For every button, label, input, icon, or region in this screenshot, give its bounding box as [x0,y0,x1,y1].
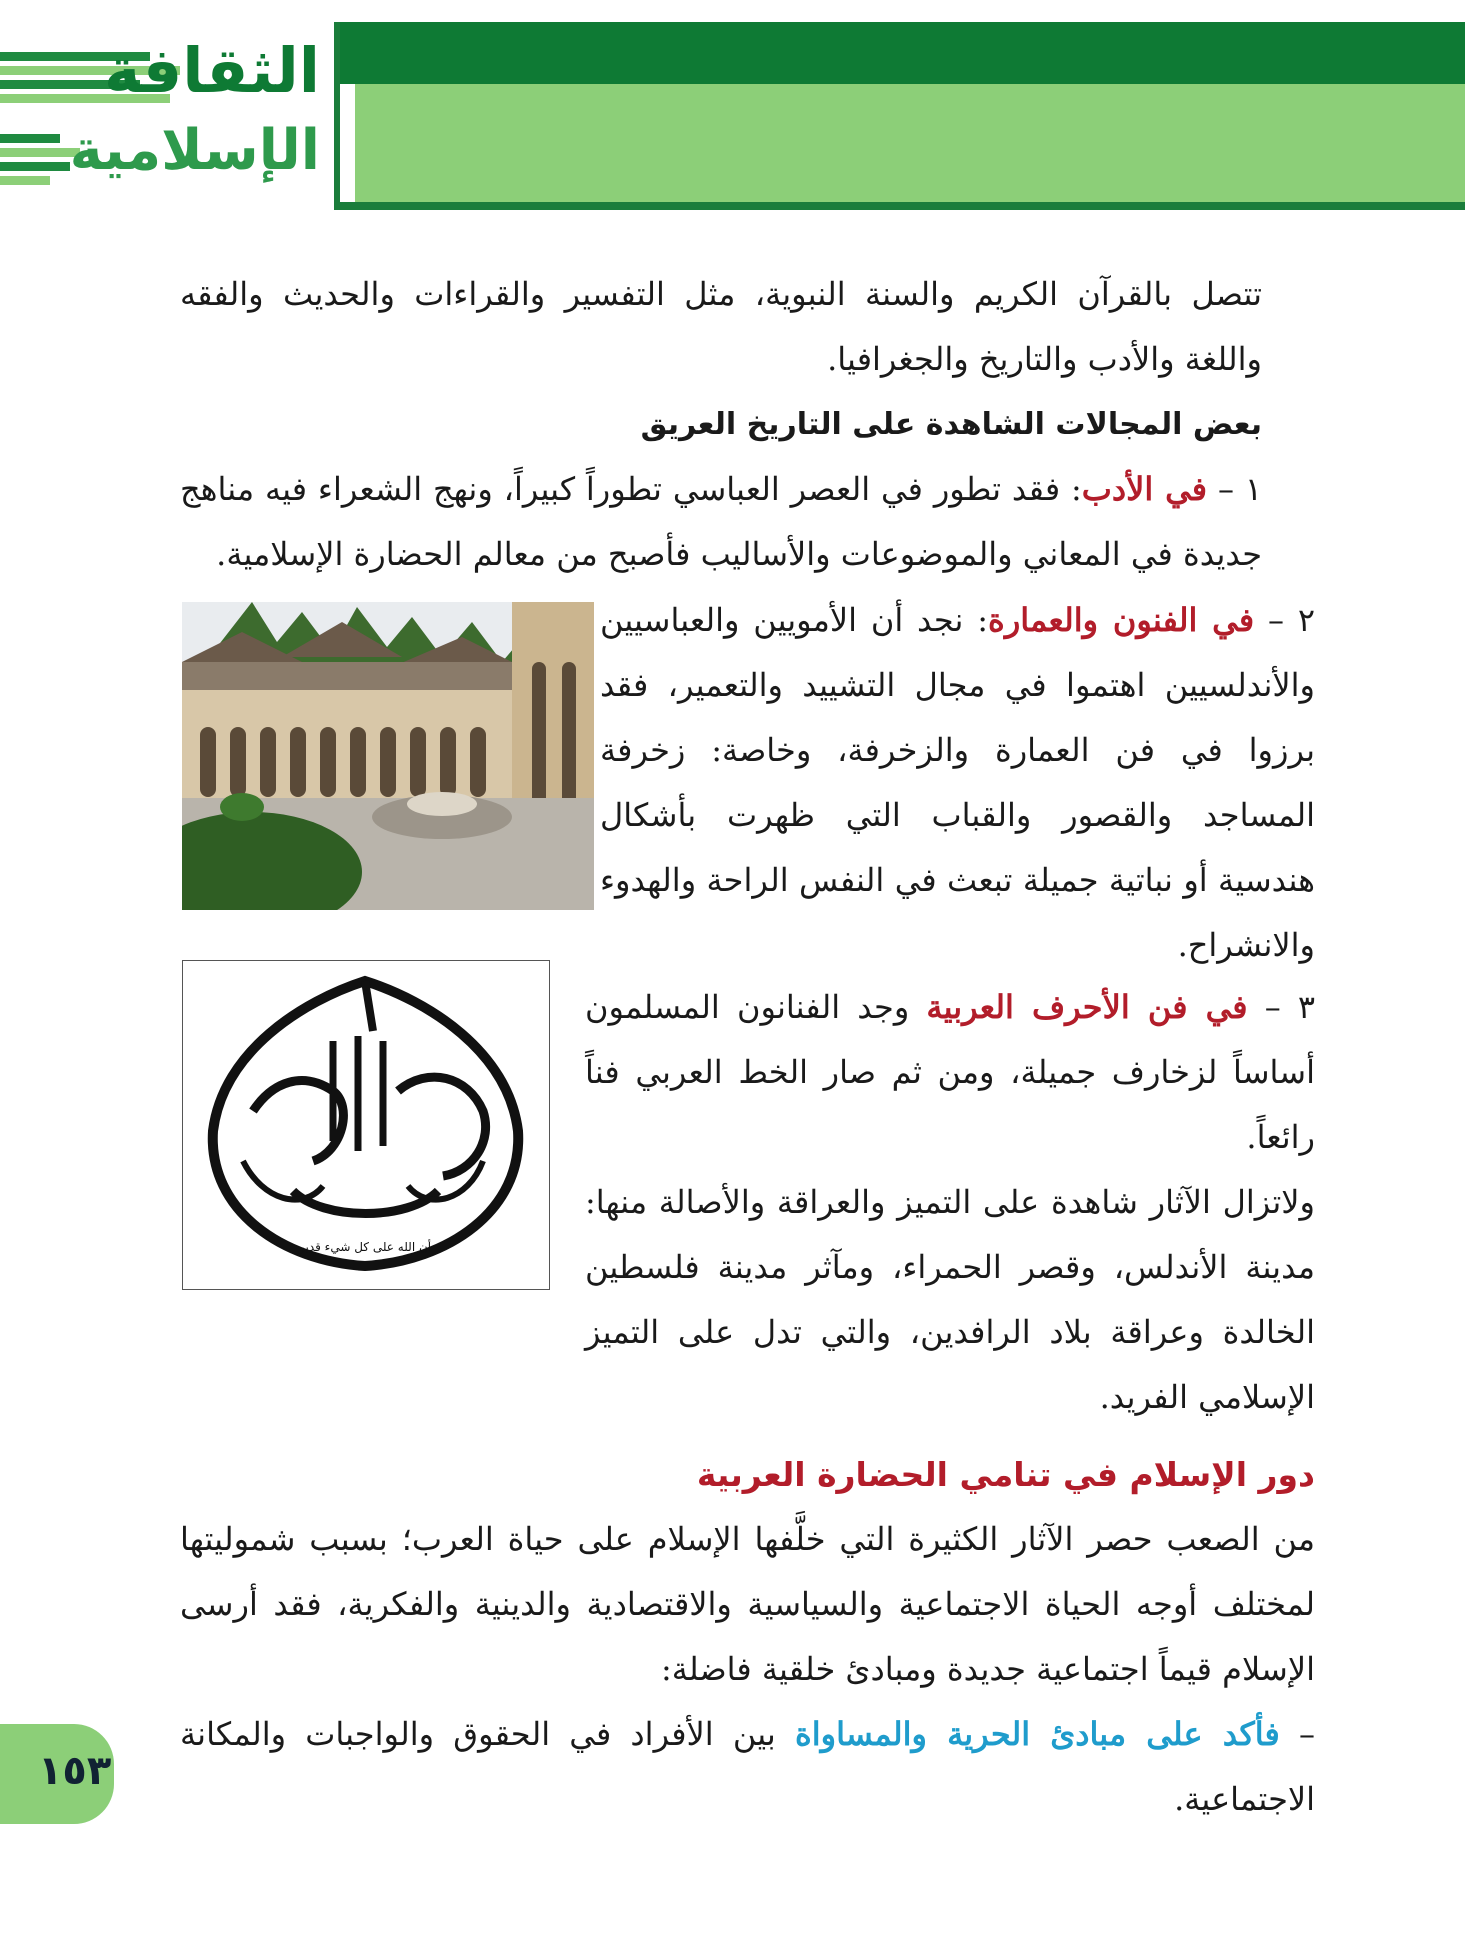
item-2-number: ٢ – [1268,601,1316,639]
calligraphy-caption: أن الله على كل شيء قدير [298,1240,432,1254]
item-3 [585,975,1315,1170]
item-2 [600,588,1315,978]
page-header [0,0,1465,215]
page-number: ١٥٣ [38,1748,112,1794]
intro-block [180,262,1262,587]
item-2-text: : نجد أن الأمويين والعباسيين والأندلسيين اهتموا في مجال التشييد والتعمير، فقد برزوا في فن العمارة والزخرفة، وخاصة: زخرفة المساجد والقصور والقباب التي ظهرت بأشكال هندسية أو نباتية جميلة تبعث في النفس الراحة والهدوء والانشراح. [600,601,1315,964]
logo-line-1: الثقافة [104,34,320,107]
logo-line-2: الإسلامية [69,118,320,183]
item-3-title: في فن الأحرف العربية [926,988,1248,1026]
bullet-highlight: فأكد على مبادئ الحرية والمساواة [794,1715,1280,1753]
section-paragraph: من الصعب حصر الآثار الكثيرة التي خلَّفها الإسلام على حياة العرب؛ بسبب شموليتها لمختلف أوجه الحياة الاجتماعية والسياسية والاقتصادية والدينية والفكرية، فقد أرسى الإسلام قيماً اجتماعية جديدة ومبادئ خلقية فاضلة: [180,1520,1315,1688]
item-1-title: في الأدب [1081,470,1208,508]
item-3-number: ٣ – [1264,988,1316,1026]
heritage-paragraph: ولاتزال الآثار شاهدة على التميز والعراقة والأصالة منها: مدينة الأندلس، وقصر الحمراء، ومآثر مدينة فلسطين الخالدة وعراقة بلاد الرافدين، والتي تدل على التميز الإسلامي الفريد. [585,1183,1315,1416]
section-title: دور الإسلام في تنامي الحضارة العربية [696,1455,1315,1494]
header-band-light [355,84,1465,202]
item-1-text: : فقد تطور في العصر العباسي تطوراً كبيراً، ونهج الشعراء فيه مناهج جديدة في المعاني والموضوعات والأساليب فأصبح من معالم الحضارة الإسلامية. [180,470,1262,573]
header-band-dark [340,22,1465,84]
book-logo [0,22,340,210]
item-1 [180,457,1262,587]
item-2-block [600,588,1315,978]
intro-paragraph: تتصل بالقرآن الكريم والسنة النبوية، مثل التفسير والقراءات والحديث والفقه واللغة والأدب والتاريخ والجغرافيا. [180,275,1262,378]
alhambra-courtyard-photo [182,602,594,910]
section-block [180,1442,1315,1832]
calligraphy-artwork [182,960,550,1290]
item-1-number: ١ – [1217,470,1263,508]
item-2-title: في الفنون والعمارة [988,601,1255,639]
item-3-text: وجد الفنانون المسلمون أساساً لزخارف جميلة، ومن ثم صار الخط العربي فناً رائعاً. [585,988,1315,1156]
section-bullet [180,1702,1315,1832]
bullet-dash: – [1299,1715,1316,1753]
item-3-block [585,975,1315,1430]
fields-heading: بعض المجالات الشاهدة على التاريخ العريق [640,407,1262,442]
bullet-text: بين الأفراد في الحقوق والواجبات والمكانة الاجتماعية. [180,1715,1315,1818]
